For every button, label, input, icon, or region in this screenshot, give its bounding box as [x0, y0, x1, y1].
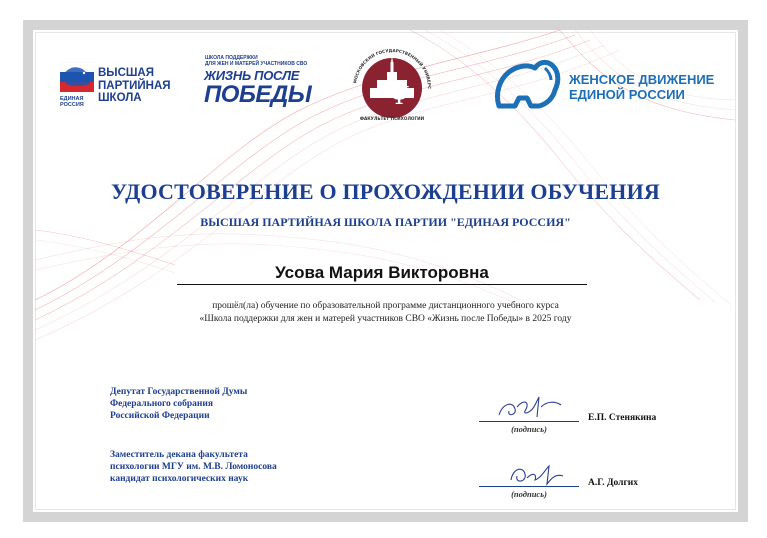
- signature-1-caption: (подпись): [511, 424, 547, 434]
- msu-faculty-text: ФАКУЛЬТЕТ ПСИХОЛОГИИ: [359, 116, 425, 121]
- psi-symbol: Ψ: [388, 82, 410, 110]
- bear-outline-icon: [493, 58, 563, 114]
- edinaya-rossiya-label: ЕДИНАЯ РОССИЯ: [60, 96, 84, 108]
- signatory-1-position: Депутат Государственной Думы Федерального собрания Российской Федерации: [110, 387, 248, 421]
- zhenskoe-dvizhenie-label: ЖЕНСКОЕ ДВИЖЕНИЕ ЕДИНОЙ РОССИИ: [569, 72, 715, 102]
- zhp-line2: ПОБЕДЫ: [204, 81, 312, 108]
- signature-2-line: [479, 486, 579, 487]
- signature-1-image: [495, 393, 565, 423]
- recipient-name: Усова Мария Викторовна: [177, 263, 587, 285]
- signatory-2-name: А.Г. Долгих: [588, 478, 638, 488]
- msu-emblem-icon: [344, 48, 440, 122]
- higher-party-school-label: ВЫСШАЯ ПАРТИЙНАЯ ШКОЛА: [98, 67, 171, 104]
- certificate-subtitle: ВЫСШАЯ ПАРТИЙНАЯ ШКОЛА ПАРТИИ "ЕДИНАЯ РОССИЯ": [200, 215, 571, 229]
- zhizn-posle-pobedy-logo: [202, 56, 312, 116]
- zhp-line1: ЖИЗНЬ ПОСЛЕ: [204, 68, 300, 83]
- zhp-small-caption: ШКОЛА ПОДДЕРЖКИ ДЛЯ ЖЕН И МАТЕРЕЙ УЧАСТНИКОВ СВО: [205, 55, 308, 67]
- msu-ring-text: МОСКОВСКИЙ ГОСУДАРСТВЕННЫЙ УНИВЕРС: [352, 48, 433, 90]
- description-line-2: «Школа поддержки для жен и матерей участников СВО «Жизнь после Победы» в 2025 году: [199, 314, 572, 324]
- signatory-2-position: Заместитель декана факультета психологии МГУ им. М.В. Ломоносова кандидат психологических наук: [110, 450, 277, 484]
- msu-psychology-logo: [344, 48, 440, 122]
- description-line-1: прошёл(ла) обучение по образовательной программе дистанционного учебного курса: [212, 301, 559, 311]
- signature-2-caption: (подпись): [511, 489, 547, 499]
- zhenskoe-dvizhenie-logo: [493, 58, 718, 116]
- certificate-title: УДОСТОВЕРЕНИЕ О ПРОХОЖДЕНИИ ОБУЧЕНИЯ: [110, 179, 660, 204]
- course-description: [23, 300, 748, 326]
- signature-1-line: [479, 421, 579, 422]
- signatory-1-name: Е.П. Стенякина: [588, 413, 657, 423]
- edinaya-rossiya-logo: [60, 62, 170, 110]
